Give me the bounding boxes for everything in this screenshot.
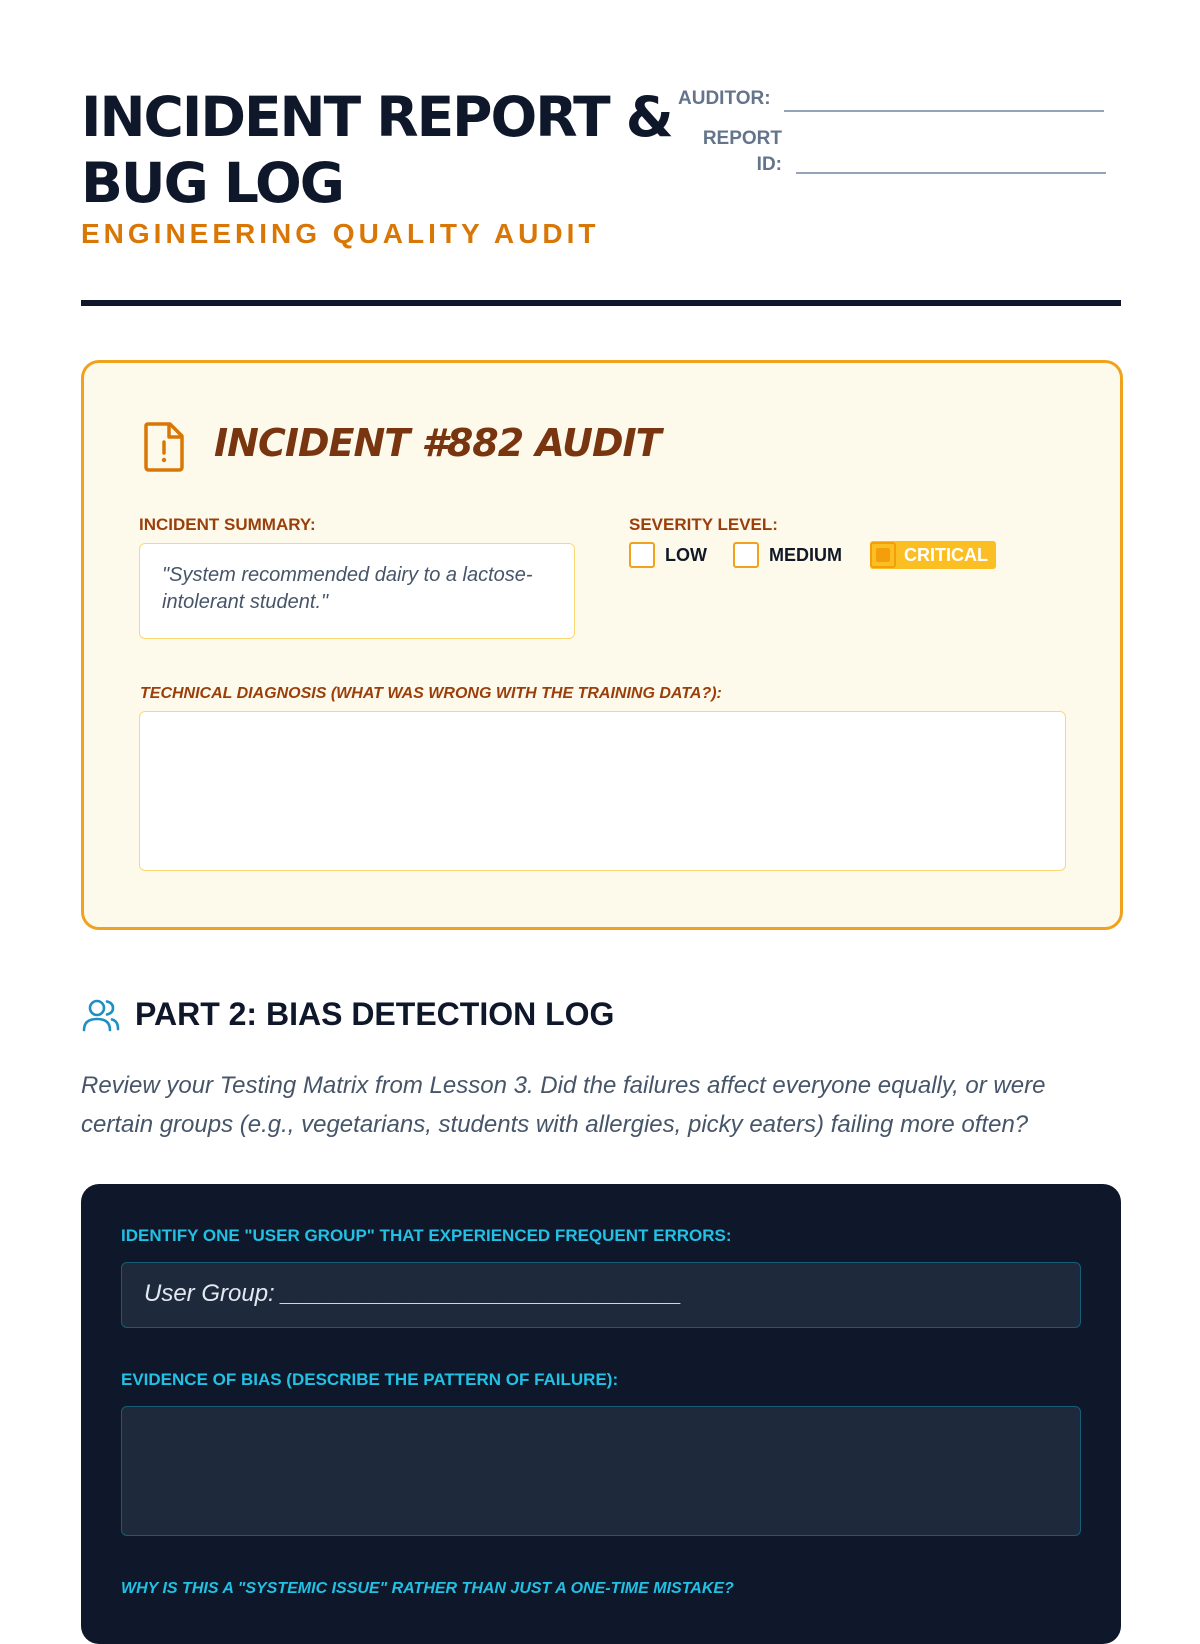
incident-title: INCIDENT #882 AUDIT <box>214 421 661 465</box>
worksheet-page <box>81 0 1121 1600</box>
systemic-label: WHY IS THIS A "SYSTEMIC ISSUE" RATHER THAN JUST A ONE-TIME MISTAKE? <box>121 1580 734 1597</box>
summary-text: "System recommended dairy to a lactose-intolerant student." <box>162 564 533 613</box>
incident-card <box>81 360 1123 930</box>
user-group-input[interactable] <box>121 1262 1081 1328</box>
user-group-value: User Group: ______________________________ <box>144 1280 682 1307</box>
auditor-field[interactable] <box>678 86 1104 112</box>
checkbox[interactable] <box>629 542 655 568</box>
page-subtitle: ENGINEERING QUALITY AUDIT <box>81 218 600 249</box>
severity-option-label: LOW <box>665 544 707 565</box>
section-title: PART 2: BIAS DETECTION LOG <box>135 996 615 1032</box>
severity-option-label: MEDIUM <box>769 544 842 565</box>
section-description: Review your Testing Matrix from Lesson 3. Did the failures affect everyone equally, or were certain groups (e.g., vegetarians, students with allergies, picky eaters) failing more often? <box>81 1072 1046 1138</box>
diagnosis-label: TECHNICAL DIAGNOSIS (WHAT WAS WRONG WITH THE TRAINING DATA?): <box>140 685 722 702</box>
checkbox-checked[interactable] <box>870 542 896 568</box>
evidence-label: EVIDENCE OF BIAS (DESCRIBE THE PATTERN OF FAILURE): <box>121 1370 619 1389</box>
severity-options <box>629 541 996 569</box>
auditor-label: AUDITOR: <box>678 88 771 109</box>
user-group-label: IDENTIFY ONE "USER GROUP" THAT EXPERIENCED FREQUENT ERRORS: <box>121 1226 732 1245</box>
report-id-field[interactable] <box>678 126 1106 178</box>
file-alert-icon <box>142 421 186 473</box>
checkbox[interactable] <box>733 542 759 568</box>
page-title: INCIDENT REPORT & BUG LOG <box>81 85 672 215</box>
header-divider <box>81 300 1121 306</box>
users-icon <box>81 996 121 1036</box>
severity-label: SEVERITY LEVEL: <box>629 515 778 534</box>
severity-option-critical[interactable] <box>870 541 996 569</box>
severity-option-medium[interactable] <box>733 542 842 568</box>
report-id-line[interactable] <box>796 172 1106 174</box>
diagnosis-input[interactable] <box>139 711 1066 871</box>
bias-log-panel <box>81 1184 1121 1644</box>
auditor-line[interactable] <box>784 110 1104 112</box>
severity-option-low[interactable] <box>629 542 707 568</box>
evidence-input[interactable] <box>121 1406 1081 1536</box>
summary-box <box>139 543 575 639</box>
summary-label: INCIDENT SUMMARY: <box>139 515 316 534</box>
report-id-label: REPORT ID: <box>702 128 782 175</box>
severity-option-label: CRITICAL <box>904 544 988 565</box>
